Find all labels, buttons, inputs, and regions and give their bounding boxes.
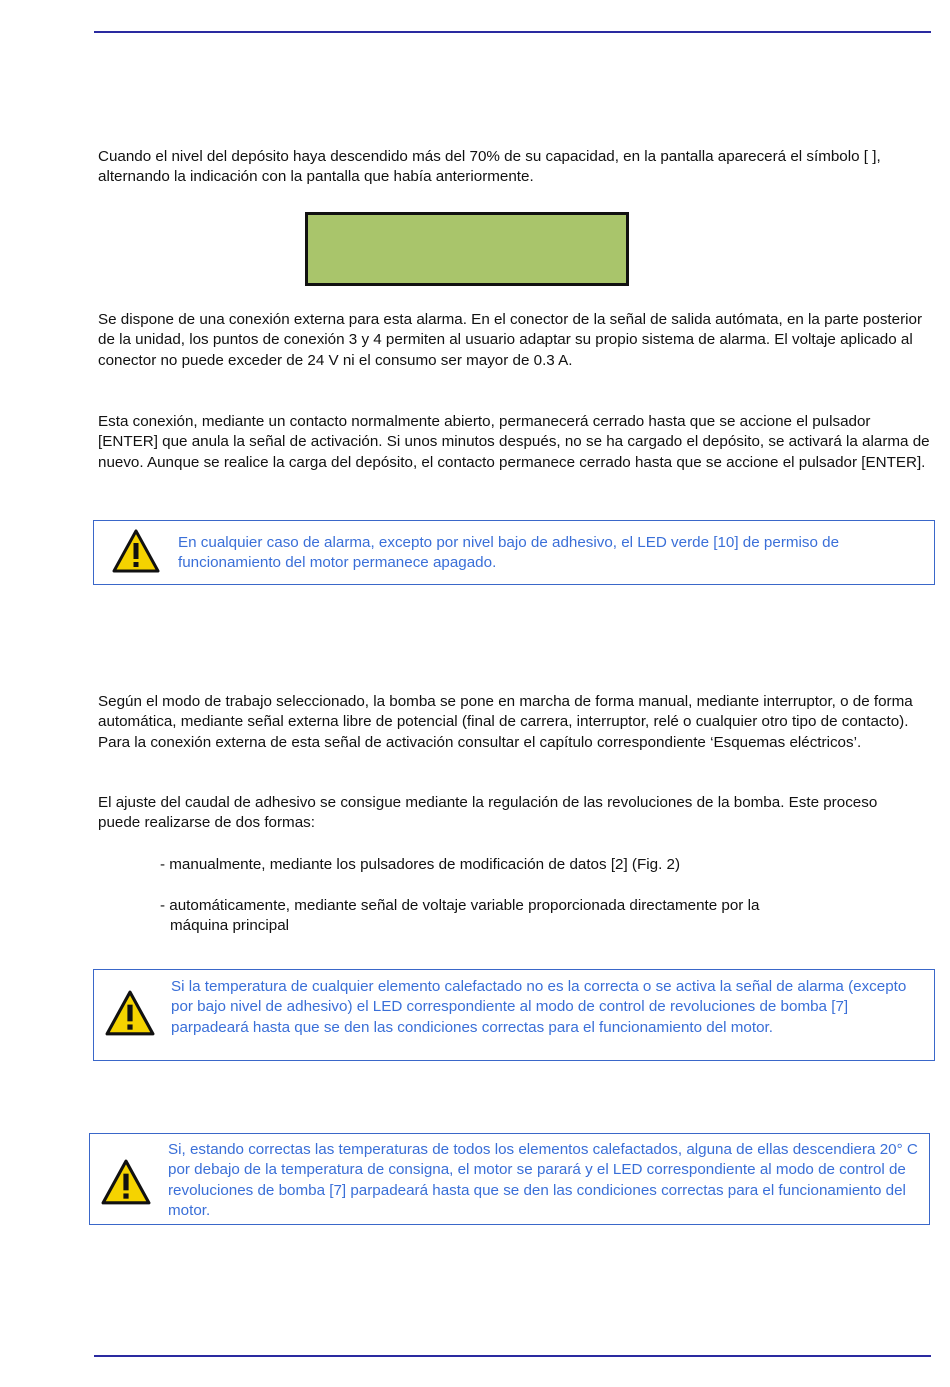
paragraph-flow-adjust: El ajuste del caudal de adhesivo se consigue mediante la regulación de las revoluciones de la bomba. Este proceso puede realizarse de dos formas: xyxy=(98,794,878,832)
bullet-manual: - manualmente, mediante los pulsadores de modificación de datos [2] (Fig. 2) xyxy=(160,856,681,873)
paragraph-tank-level: Cuando el nivel del depósito haya descendido más del 70% de su capacidad, en la pantalla aparecerá el símbolo [ ], alternando la indicación con la pantalla que había anteriormente. xyxy=(98,148,881,186)
paragraph-work-mode: Según el modo de trabajo seleccionado, la bomba se pone en marcha de forma manual, mediante interruptor, o de forma automática, mediante señal externa libre de potencial (final de carrera, interruptor, relé o cualquier otro tipo de contacto). Para la conexión externa de esta señal de activación consultar el capítulo correspondiente ‘Esquemas eléctricos’. xyxy=(98,693,913,751)
warning-icon xyxy=(105,990,155,1036)
lcd-display xyxy=(305,212,629,286)
footer-rule xyxy=(94,1355,931,1357)
warning-icon xyxy=(112,529,160,573)
note-text: Si la temperatura de cualquier elemento calefactado no es la correcta o se activa la señal de alarma (excepto por bajo nivel de adhesivo) el LED correspondiente al modo de control de revoluciones de bomba [7] parpadeará hasta que se den las condiciones correctas para el funcionamiento del motor. xyxy=(171,978,907,1036)
note-text: En cualquier caso de alarma, excepto por nivel bajo de adhesivo, el LED verde [10] de permiso de funcionamiento del motor permanece apagado. xyxy=(178,534,840,572)
note-temperature-drop xyxy=(89,1133,930,1225)
paragraph-contact: Esta conexión, mediante un contacto normalmente abierto, permanecerá cerrado hasta que se accione el pulsador [ENTER] que anula la señal de activación. Si unos minutos después, no se ha cargado el depósito, se activará la alarma de nuevo. Aunque se realice la carga del depósito, el contacto permanece cerrado hasta que se accione el pulsador [ENTER]. xyxy=(98,413,930,471)
bullet-automatic: - automáticamente, mediante señal de voltaje variable proporcionada directamente por la xyxy=(160,897,760,914)
bullet-automatic-cont: máquina principal xyxy=(170,917,290,934)
note-text: Si, estando correctas las temperaturas de todos los elementos calefactados, alguna de ellas descendiera 20° C por debajo de la temperatura de consigna, el motor se parará y el LED correspondiente al modo de control de revoluciones de bomba [7] parpadeará hasta que se den las condiciones correctas para el funcionamiento del motor. xyxy=(168,1141,918,1220)
note-alarm-led xyxy=(93,520,935,585)
header-rule xyxy=(94,31,931,33)
paragraph-external-connection: Se dispone de una conexión externa para esta alarma. En el conector de la señal de salida autómata, en la parte posterior de la unidad, los puntos de conexión 3 y 4 permiten al usuario adaptar su propio sistema de alarma. El voltaje aplicado al conector no puede exceder de 24 V ni el consumo ser mayor de 0.3 A. xyxy=(98,311,923,369)
warning-icon xyxy=(101,1159,151,1205)
note-temperature xyxy=(93,969,935,1061)
